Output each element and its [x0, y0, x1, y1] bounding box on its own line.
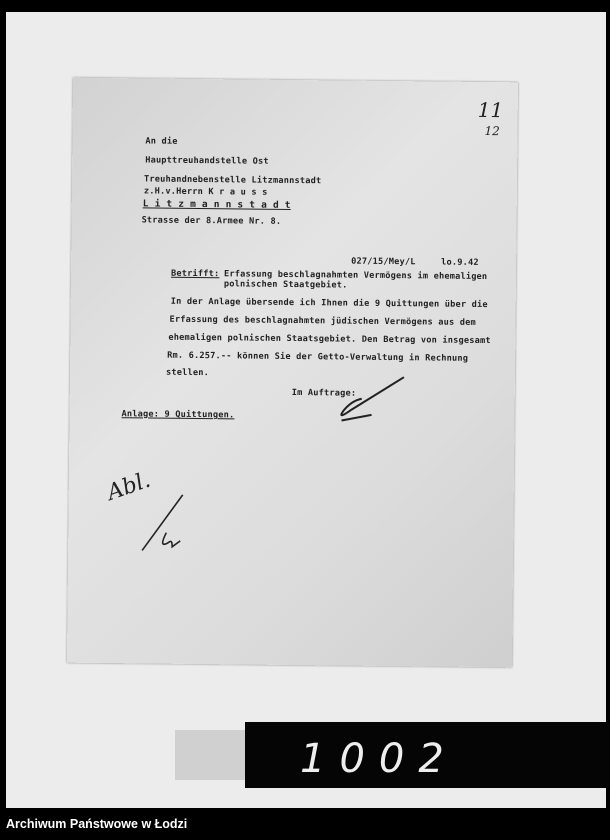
page-number: 12	[484, 123, 500, 139]
initials	[136, 490, 187, 556]
closing: Im Auftrage:	[291, 387, 357, 399]
reference-number: 027/15/Mey/L	[351, 256, 416, 268]
body-line: stellen.	[165, 367, 210, 379]
body-line: Erfassung des beschlagnahmten jüdischen Vermögens aus dem	[169, 314, 476, 328]
letter-date: lo.9.42	[441, 257, 479, 268]
document-page	[67, 78, 518, 668]
archive-footer	[0, 808, 610, 840]
recipient-line: An die	[145, 136, 178, 147]
body-line: In der Anlage übersende ich Ihnen die 9 Quittungen über die	[170, 296, 488, 311]
recipient-city: L i t z m a n n s t a d t	[142, 198, 291, 211]
subject-label: Betrifft:	[170, 268, 220, 280]
enclosure-note: Anlage: 9 Quittungen.	[121, 409, 235, 421]
body-line: ehemaligen polnischen Staatsgebiet. Den Betrag von insgesamt	[168, 332, 491, 347]
recipient-line: z.H.v.Herrn K r a u s s	[143, 186, 268, 198]
subject-line: Erfassung beschlagnahmten Vermögens im ehemaligen	[223, 269, 488, 283]
archive-name: Archiwum Państwowe w Łodzi	[6, 817, 188, 831]
recipient-line: Treuhandnebenstelle Litzmannstadt	[143, 174, 322, 187]
frame-number: 1002	[300, 736, 458, 782]
marginal-note: Abl.	[103, 467, 154, 506]
folio-number: 11	[477, 97, 504, 123]
subject-line: polnischen Staatgebiet.	[223, 279, 348, 291]
body-line: Rm. 6.257.-- können Sie der Getto-Verwaltung in Rechnung	[167, 350, 469, 364]
film-edge	[175, 730, 245, 780]
recipient-line: Strasse der 8.Armee Nr. 8.	[141, 215, 282, 227]
signature	[331, 374, 407, 427]
recipient-line: Haupttreuhandstelle Ost	[145, 155, 269, 167]
